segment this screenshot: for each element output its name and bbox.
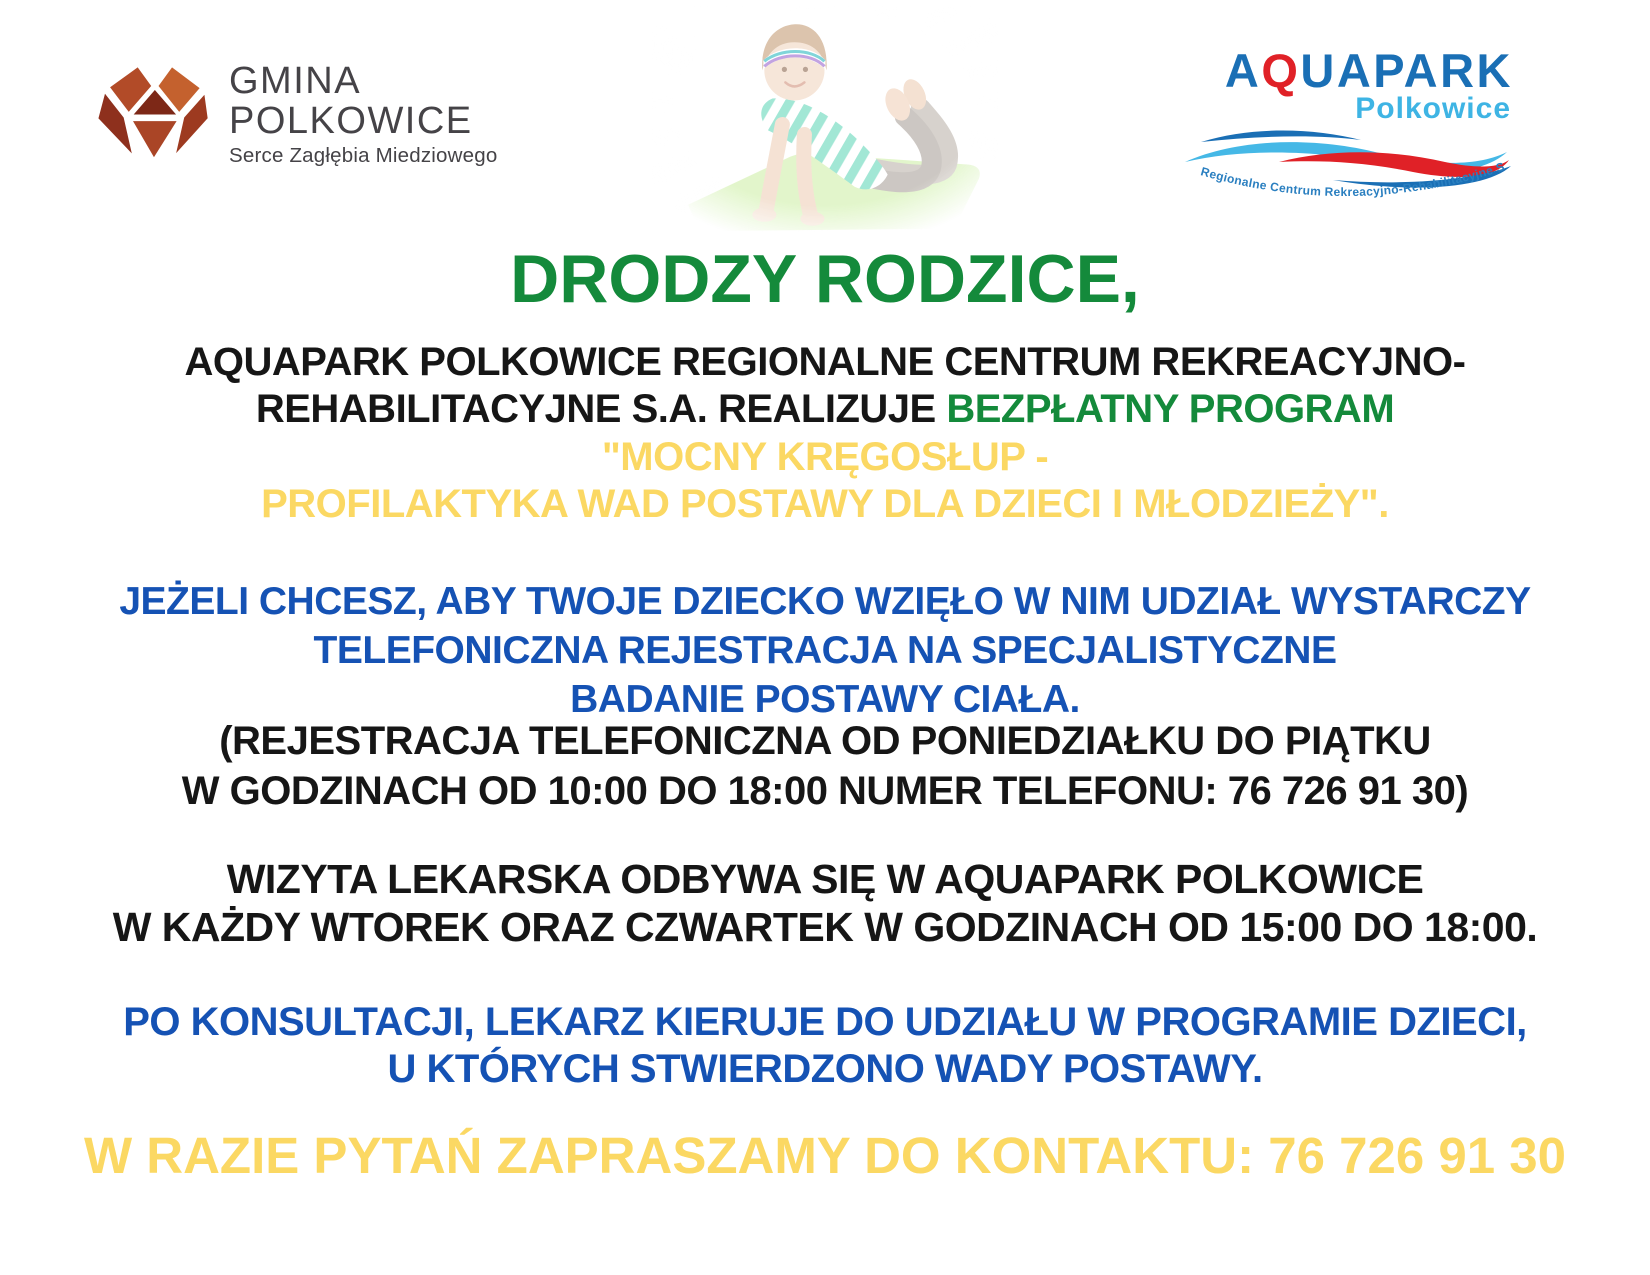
program-line-2: PROFILAKTYKA WAD POSTAWY DLA DZIECI I MŁODZIEŻY".	[261, 482, 1389, 526]
consultation-paragraph	[0, 999, 1650, 1093]
contact-line: W RAZIE PYTAŃ ZAPRASZAMY DO KONTAKTU: 76 726 91 30	[83, 1127, 1567, 1184]
aquapark-wordmark-q: Q	[1261, 44, 1301, 97]
intro-line-2-black: REHABILITACYJNE S.A. REALIZUJE	[255, 387, 947, 431]
registration-paragraph	[0, 716, 1650, 816]
participation-line-3: BADANIE POSTAWY CIAŁA.	[570, 678, 1080, 721]
aquapark-logo	[1178, 44, 1513, 209]
participation-line-2: TELEFONICZNA REJESTRACJA NA SPECJALISTYCZNE	[313, 629, 1337, 672]
intro-line-2-green: BEZPŁATNY PROGRAM	[946, 387, 1395, 431]
visit-paragraph	[0, 855, 1650, 951]
consultation-line-1: PO KONSULTACJI, LEKARZ KIERUJE DO UDZIAŁU W PROGRAMIE DZIECI,	[123, 1000, 1527, 1044]
aquapark-wordmark-a: A	[1224, 44, 1262, 97]
gmina-polkowice-logo	[95, 60, 497, 170]
visit-line-1: WIZYTA LEKARSKA ODBYWA SIĘ W AQUAPARK POLKOWICE	[226, 856, 1424, 902]
aquapark-wordmark-rest: UAPARK	[1300, 44, 1513, 97]
program-line-1: "MOCNY KRĘGOSŁUP -	[601, 435, 1049, 479]
intro-line-2	[0, 386, 1650, 433]
gmina-heart-icon	[95, 60, 211, 170]
intro-paragraph	[0, 339, 1650, 433]
participation-paragraph	[0, 577, 1650, 724]
gmina-logo-text	[229, 61, 497, 169]
registration-line-1: (REJESTRACJA TELEFONICZNA OD PONIEDZIAŁKU DO PIĄTKU	[219, 719, 1431, 763]
child-photo	[652, 6, 998, 232]
aquapark-subtitle: Polkowice	[1355, 92, 1511, 125]
gmina-title-line2: POLKOWICE	[229, 100, 473, 142]
gmina-title-line1: GMINA	[229, 60, 362, 102]
intro-line-1: AQUAPARK POLKOWICE REGIONALNE CENTRUM REKREACYJNO-	[184, 340, 1466, 384]
participation-line-1: JEŻELI CHCESZ, ABY TWOJE DZIECKO WZIĘŁO W NIM UDZIAŁ WYSTARCZY	[119, 580, 1531, 623]
registration-line-2: W GODZINACH OD 10:00 DO 18:00 NUMER TELEFONU: 76 726 91 30)	[181, 769, 1469, 813]
consultation-line-2: U KTÓRYCH STWIERDZONO WADY POSTAWY.	[387, 1047, 1263, 1091]
gmina-tagline: Serce Zagłębia Miedziowego	[229, 144, 498, 167]
aquapark-arc-text: Regionalne Centrum Rekreacyjno-Rehabilitacyjne S.A.	[1178, 115, 1507, 200]
visit-line-2: W KAŻDY WTOREK ORAZ CZWARTEK W GODZINACH OD 15:00 DO 18:00.	[112, 904, 1538, 950]
aquapark-waves-icon	[1178, 115, 1513, 204]
page-title: DRODZY RODZICE,	[510, 241, 1140, 317]
aquapark-wordmark	[1183, 46, 1513, 96]
child-exercise-illustration	[652, 6, 998, 232]
program-name	[0, 434, 1650, 528]
